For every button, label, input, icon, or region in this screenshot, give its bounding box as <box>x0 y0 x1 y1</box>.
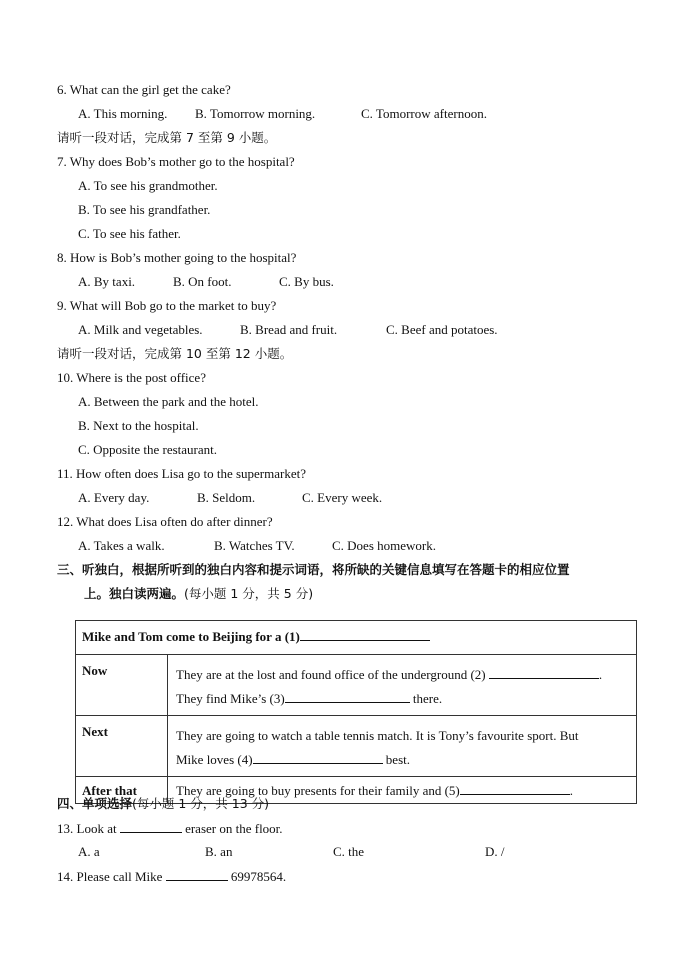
q13-blank[interactable] <box>120 820 182 833</box>
row-label-after-that: After that <box>76 777 168 804</box>
row-now-text2: They find Mike’s (3) <box>176 691 285 706</box>
q13-stem-end: eraser on the floor. <box>181 821 283 836</box>
q6-option-c: C. Tomorrow afternoon. <box>361 106 487 121</box>
question-10: 10. Where is the post office? <box>57 370 206 385</box>
row-after-end1: . <box>569 783 573 798</box>
row-next-line1: They are going to watch a table tennis match. It is Tony’s favourite sport. But <box>176 728 579 743</box>
instruction-7-9: 请听一段对话，完成第 7 至第 9 小题。 <box>57 130 277 145</box>
question-13 <box>57 820 283 837</box>
q8-option-c: C. By bus. <box>279 274 334 289</box>
q11-option-c: C. Every week. <box>302 490 383 505</box>
note-header-text: Mike and Tom come to Beijing for a (1) <box>82 629 300 644</box>
row-now-line2 <box>176 687 629 711</box>
q7-option-c: C. To see his father. <box>78 226 181 241</box>
blank-2[interactable] <box>489 666 599 679</box>
q7-option-b: B. To see his grandfather. <box>78 202 211 217</box>
row-now-end1: . <box>598 667 603 682</box>
q11-option-b: B. Seldom. <box>197 490 256 505</box>
q13-option-d: D. / <box>485 844 505 859</box>
row-now-content <box>168 655 637 716</box>
q10-option-b: B. Next to the hospital. <box>78 418 199 433</box>
q8-option-a: A. By taxi. <box>78 274 136 289</box>
blank-4[interactable] <box>253 751 383 764</box>
q14-stem-end: 69978564. <box>227 869 287 884</box>
question-9: 9. What will Bob go to the market to buy? <box>57 298 277 313</box>
question-7: 7. Why does Bob’s mother go to the hospital? <box>57 154 295 169</box>
row-now-end2: there. <box>409 691 443 706</box>
q7-option-a: A. To see his grandmother. <box>78 178 218 193</box>
row-next-end2: best. <box>382 752 410 767</box>
q6-option-b: B. Tomorrow morning. <box>195 106 316 121</box>
question-12: 12. What does Lisa often do after dinner? <box>57 514 273 529</box>
row-label-next: Next <box>76 716 168 777</box>
q14-stem-start: 14. Please call Mike <box>57 869 163 884</box>
q14-blank[interactable] <box>166 868 228 881</box>
row-after-text1: They are going to buy presents for their family and (5) <box>176 783 460 798</box>
q12-option-b: B. Watches TV. <box>214 538 295 553</box>
question-6: 6. What can the girl get the cake? <box>57 82 231 97</box>
blank-5[interactable] <box>460 782 570 795</box>
blank-1[interactable] <box>300 628 430 641</box>
q13-option-a: A. a <box>78 844 100 859</box>
q9-option-b: B. Bread and fruit. <box>240 322 338 337</box>
row-next-content <box>168 716 637 777</box>
section-3-score: (每小题 1 分，共 5 分) <box>184 586 314 601</box>
question-11: 11. How often does Lisa go to the supermarket? <box>57 466 306 481</box>
row-label-now: Now <box>76 655 168 716</box>
q12-option-a: A. Takes a walk. <box>78 538 165 553</box>
section-3-title-bold: 上。独白读两遍。 <box>84 586 185 601</box>
note-table-header <box>76 621 637 655</box>
q8-option-b: B. On foot. <box>173 274 232 289</box>
section-3-title-line2 <box>84 586 313 602</box>
q13-option-c: C. the <box>333 844 365 859</box>
question-8: 8. How is Bob’s mother going to the hospital? <box>57 250 297 265</box>
section-4-title <box>57 796 269 812</box>
note-table <box>75 620 637 804</box>
q13-option-b: B. an <box>205 844 233 859</box>
q10-option-c: C. Opposite the restaurant. <box>78 442 217 457</box>
section-4-score: (每小题 1 分，共 13 分) <box>132 796 270 811</box>
q13-stem-start: 13. Look at <box>57 821 117 836</box>
q9-option-a: A. Milk and vegetables. <box>78 322 203 337</box>
blank-3[interactable] <box>285 690 410 703</box>
q6-option-a: A. This morning. <box>78 106 168 121</box>
row-next-text2: Mike loves (4) <box>176 752 253 767</box>
q9-option-c: C. Beef and potatoes. <box>386 322 498 337</box>
q12-option-c: C. Does homework. <box>332 538 436 553</box>
row-next-line2 <box>176 748 629 772</box>
instruction-10-12: 请听一段对话，完成第 10 至第 12 小题。 <box>57 346 293 361</box>
question-14 <box>57 868 286 885</box>
section-3-title: 三、听独白，根据所听到的独白内容和提示词语，将所缺的关键信息填写在答题卡的相应位置 <box>57 562 570 577</box>
row-now-line1 <box>176 663 629 687</box>
section-4-title-bold: 四、单项选择 <box>57 796 133 811</box>
row-now-text1: They are at the lost and found office of the underground (2) <box>176 667 486 682</box>
q11-option-a: A. Every day. <box>78 490 150 505</box>
q10-option-a: A. Between the park and the hotel. <box>78 394 259 409</box>
